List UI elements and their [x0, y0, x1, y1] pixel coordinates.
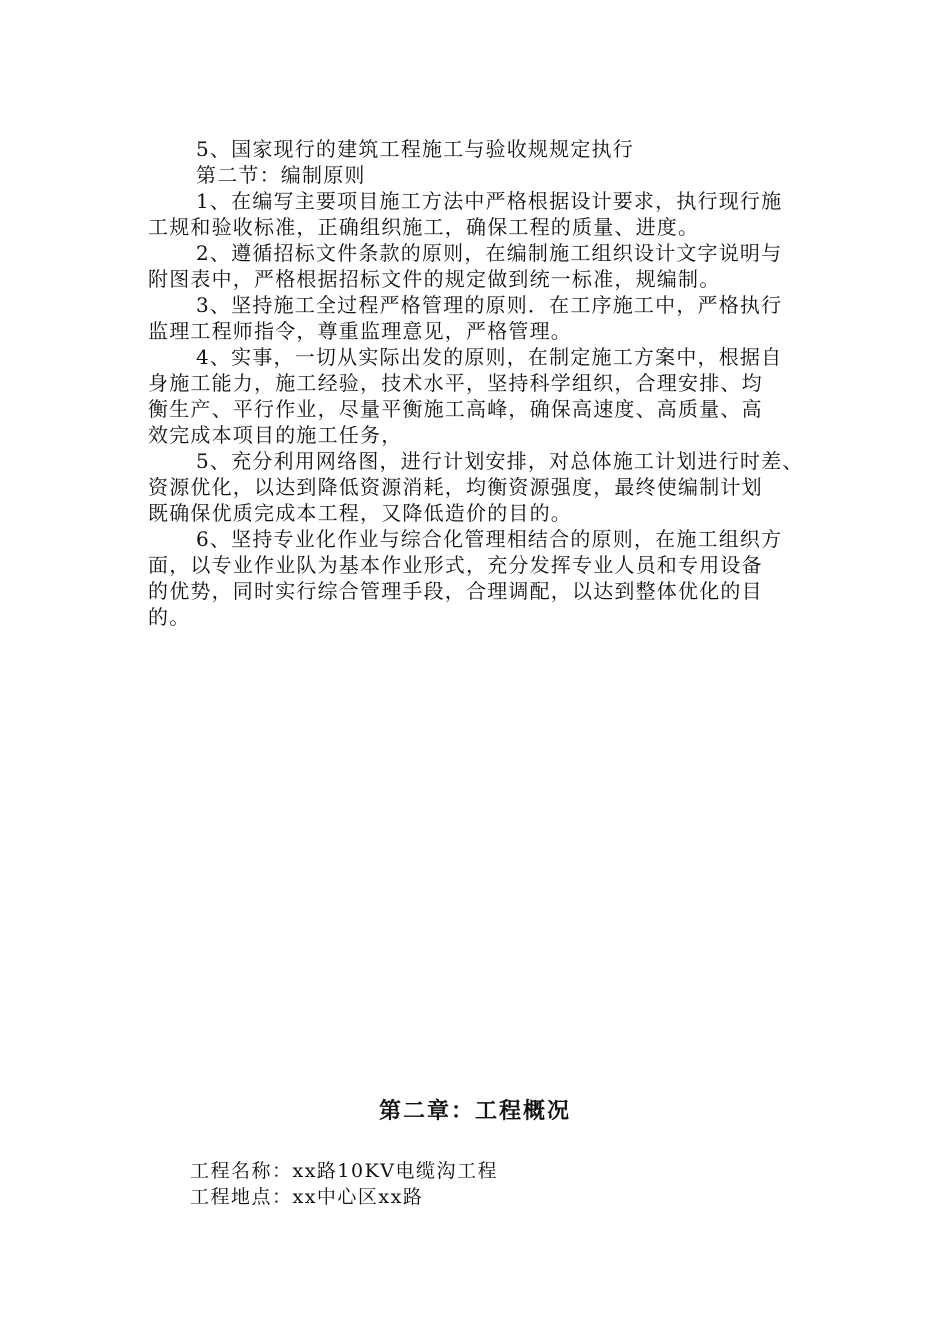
text-line: 2、遵循招标文件条款的原则，在编制施工组织设计文字说明与 [196, 241, 783, 265]
project-location: 工程地点：xx中心区xx路 [190, 1186, 424, 1208]
text-line: 1、在编写主要项目施工方法中严格根据设计要求，执行现行施 [196, 189, 783, 213]
section-heading: 第二节：编制原则 [196, 163, 366, 187]
text-line: 6、坚持专业化作业与综合化管理相结合的原则，在施工组织方 [196, 527, 783, 551]
text-line: 的。 [148, 605, 191, 629]
chapter-title: 第二章：工程概况 [378, 1099, 571, 1124]
text-line: 工规和验收标准，正确组织施工，确保工程的质量、进度。 [148, 215, 700, 239]
project-name: 工程名称：xx路10KV电缆沟工程 [190, 1160, 499, 1182]
text-line: 面，以专业作业队为基本作业形式，充分发挥专业人员和专用设备 [148, 553, 763, 577]
text-line: 5、充分利用网络图，进行计划安排，对总体施工计划进行时差、 [196, 449, 804, 473]
text-line: 效完成本项目的施工任务， [148, 423, 403, 447]
text-line: 监理工程师指令，尊重监理意见，严格管理。 [148, 319, 572, 343]
text-line: 5、国家现行的建筑工程施工与验收规规定执行 [196, 137, 634, 161]
text-line: 附图表中，严格根据招标文件的规定做到统一标准，规编制。 [148, 267, 721, 291]
text-line: 4、实事，一切从实际出发的原则，在制定施工方案中，根据自 [196, 345, 783, 369]
text-line: 资源优化，以达到降低资源消耗，均衡资源强度，最终使编制计划 [148, 475, 763, 499]
text-line: 的优势，同时实行综合管理手段，合理调配，以达到整体优化的目 [148, 579, 763, 603]
text-line: 3、坚持施工全过程严格管理的原则．在工序施工中，严格执行 [196, 293, 783, 317]
text-line: 身施工能力，施工经验，技术水平，坚持科学组织，合理安排、均 [148, 371, 763, 395]
text-line: 既确保优质完成本工程，又降低造价的目的。 [148, 501, 572, 525]
text-line: 衡生产、平行作业，尽量平衡施工高峰，确保高速度、高质量、高 [148, 397, 763, 421]
